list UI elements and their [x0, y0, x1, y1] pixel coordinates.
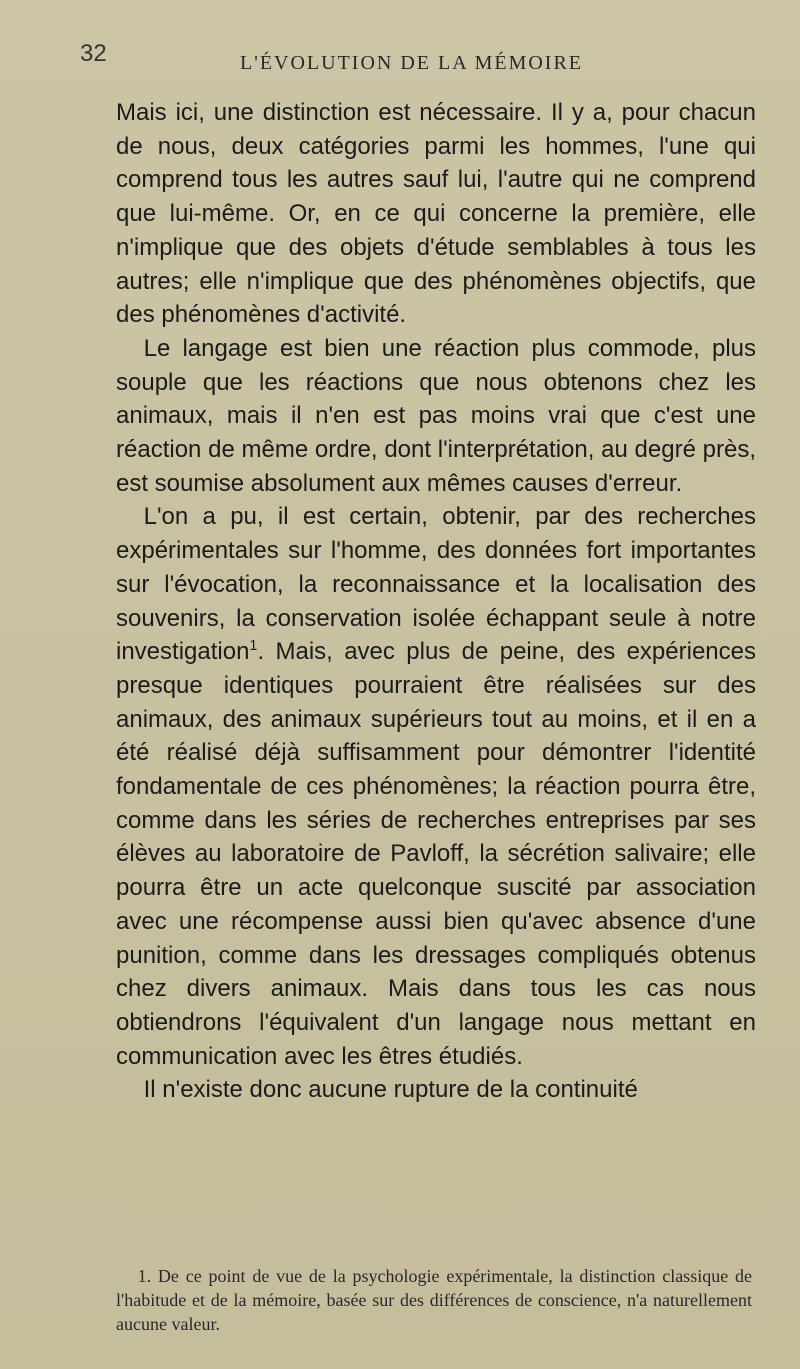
- paragraph: Il n'existe donc aucune rupture de la continuité: [143, 1076, 638, 1104]
- paragraph-text-continued: . Mais, avec plus de peine, des expériences presque identiques pourraient être réalisées sur des animaux, des animaux supérieurs tout au moins, et il en a été réalisé déjà suffisamment pour démontrer l'identité fondamentale de ces phénomènes; la réaction pourra être, comme dans les séries de recherches entreprises par ses élèves au laboratoire de Pavloff, la sécrétion salivaire; elle pourra être un acte quelconque suscité par association avec une récompense aussi bien qu'avec absence d'une punition, comme dans les dressages compliqués obtenus chez divers animaux. Mais dans tous les cas nous obtiendrons l'équivalent d'un langage nous mettant en communication avec les êtres étudiés.: [116, 638, 756, 1070]
- footnote-marker: 1: [249, 638, 258, 655]
- page-number: 32: [80, 40, 107, 67]
- page-header: [80, 40, 760, 80]
- running-head: L'ÉVOLUTION DE LA MÉMOIRE: [240, 52, 584, 74]
- body-text: [116, 96, 756, 1107]
- paragraph: [116, 500, 756, 1073]
- footnote-text: 1. De ce point de vue de la psychologie expérimentale, la distinction classique de l'habitude et de la mémoire, basée sur des différences de conscience, n'a naturellement aucune valeur.: [116, 1266, 752, 1334]
- paragraph-text: L'on a pu, il est certain, obtenir, par des recherches expérimentales sur l'homme, des données fort importantes sur l'évocation, la reconnaissance et la localisation des souvenirs, la conservation isolée échappant seule à notre investigation: [116, 503, 756, 666]
- paragraph: Mais ici, une distinction est nécessaire. Il y a, pour chacun de nous, deux catégories parmi les hommes, l'une qui comprend tous les autres sauf lui, l'autre qui ne comprend que lui-même. Or, en ce qui concerne la première, elle n'implique que des objets d'étude semblables à tous les autres; elle n'implique que des phénomènes objectifs, que des phénomènes d'activité.: [116, 99, 756, 329]
- paragraph: Le langage est bien une réaction plus commode, plus souple que les réactions que nous obtenons chez les animaux, mais il n'en est pas moins vrai que c'est une réaction de même ordre, dont l'interprétation, au degré près, est soumise absolument aux mêmes causes d'erreur.: [116, 334, 756, 497]
- footnote: [116, 1264, 752, 1336]
